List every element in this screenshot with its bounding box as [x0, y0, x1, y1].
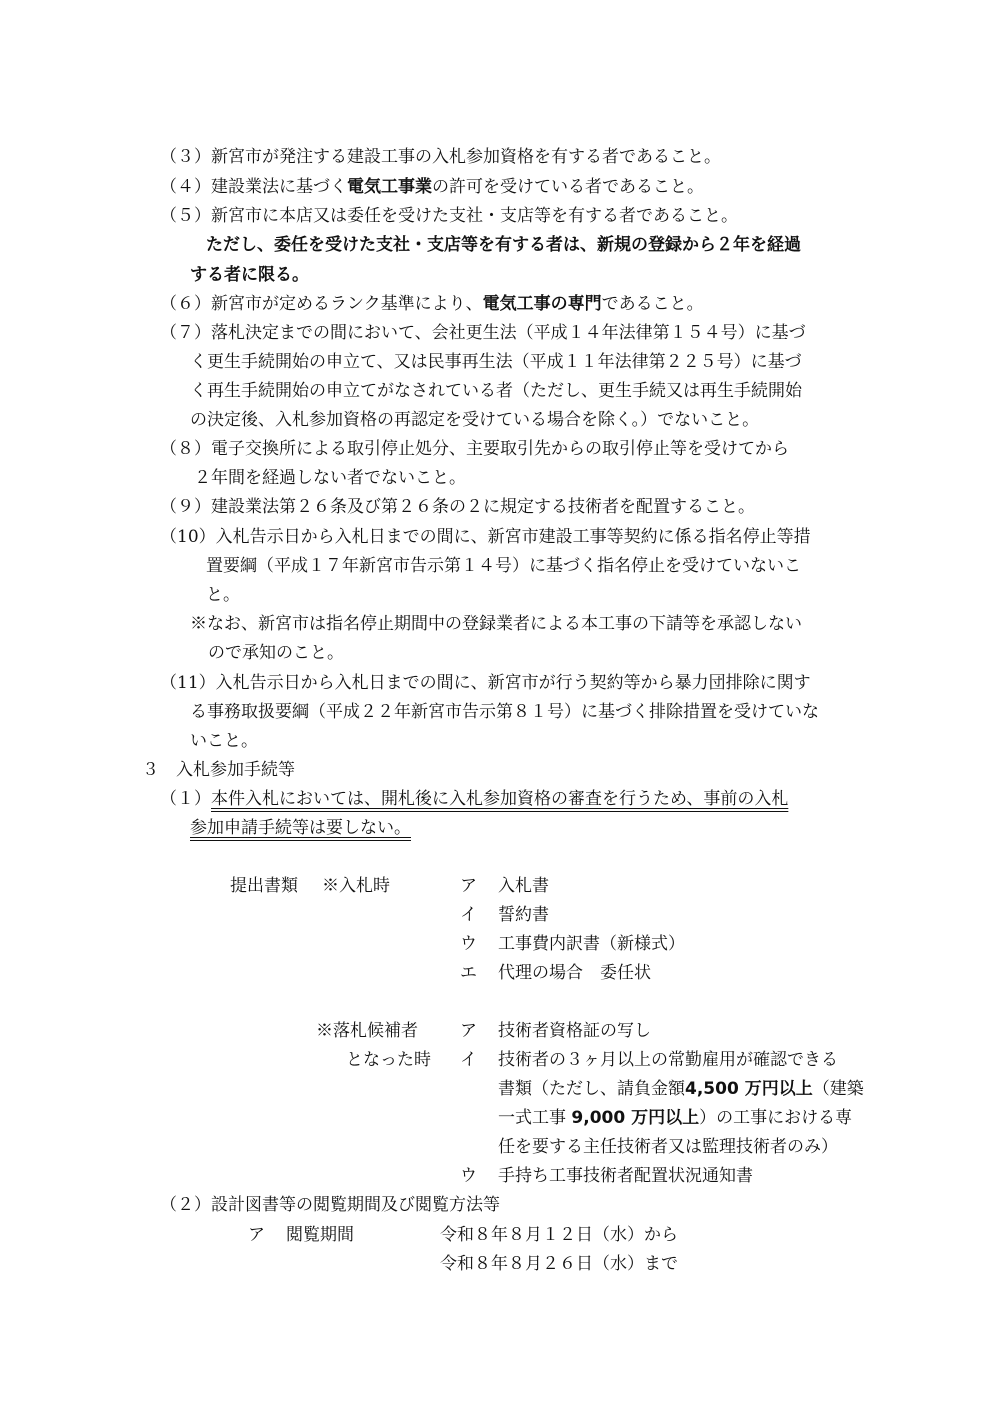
note-line-2: ので承知のこと。 [208, 643, 344, 663]
candidate-doc-text: 任を要する主任技術者又は監理技術者のみ） [498, 1137, 838, 1157]
bid-doc-text: 入札書 [498, 876, 549, 896]
candidate-doc-text: 技術者の３ヶ月以上の常勤雇用が確認できる [498, 1050, 838, 1070]
item-8-line-1: （８）電子交換所による取引停止処分、主要取引先からの取引停止等を受けてから [160, 439, 789, 459]
item-11-line-3: いこと。 [190, 731, 258, 751]
item-6: （６）新宮市が定めるランク基準により、電気工事の専門であること。 [160, 294, 704, 314]
bid-doc-mark: ウ [460, 934, 477, 954]
item-11-line-2: る事務取扱要綱（平成２２年新宮市告示第８１号）に基づく排除措置を受けていな [190, 702, 819, 722]
docs-label: 提出書類 [230, 876, 298, 896]
item-3: （３）新宮市が発注する建設工事の入札参加資格を有する者であること。 [160, 147, 721, 167]
candidate-doc-text: 手持ち工事技術者配置状況通知書 [498, 1166, 753, 1186]
bid-time-label: ※入札時 [322, 876, 390, 896]
candidate-doc-text: 一式工事 9,000 万円以上）の工事における専 [498, 1108, 853, 1128]
viewing-period-from: 令和８年８月１２日（水）から [440, 1225, 678, 1245]
viewing-period-to: 令和８年８月２６日（水）まで [440, 1254, 678, 1274]
item-4: （４）建設業法に基づく電気工事業の許可を受けている者であること。 [160, 177, 704, 197]
item-9: （９）建設業法第２６条及び第２６条の２に規定する技術者を配置すること。 [160, 497, 755, 517]
item-7-line-2: く更生手続開始の申立て、又は民事再生法（平成１１年法律第２２５号）に基づ [190, 352, 802, 372]
candidate-doc-text: 書類（ただし、請負金額4,500 万円以上（建築 [498, 1079, 864, 1099]
bold-amount: 9,000 万円以上 [571, 1108, 700, 1128]
bold-license-type: 電気工事業 [347, 177, 432, 197]
item-10-line-1: （10）入札告示日から入札日までの間に、新宮市建設工事等契約に係る指名停止等措 [160, 527, 811, 547]
note-line-1: ※なお、新宮市は指名停止期間中の登録業者による本工事の下請等を承認しない [190, 614, 802, 634]
bid-doc-text: 代理の場合 委任状 [498, 963, 651, 983]
item-5: （５）新宮市に本店又は委任を受けた支社・支店等を有する者であること。 [160, 206, 738, 226]
candidate-doc-mark: ウ [460, 1166, 477, 1186]
item-5-bold-condition-1: ただし、委任を受けた支社・支店等を有する者は、新規の登録から２年を経過 [206, 235, 801, 255]
bid-doc-mark: エ [460, 963, 477, 983]
section-3-1-line-2: 参加申請手続等は要しない。 [190, 818, 411, 838]
candidate-label-2: となった時 [346, 1050, 431, 1070]
bold-amount: 4,500 万円以上 [685, 1079, 813, 1099]
candidate-doc-text: 技術者資格証の写し [498, 1021, 651, 1041]
bold-rank: 電気工事の専門 [482, 294, 602, 314]
item-10-line-3: と。 [206, 585, 240, 605]
viewing-period-mark: ア [248, 1225, 265, 1245]
item-7-line-1: （７）落札決定までの間において、会社更生法（平成１４年法律第１５４号）に基づ [160, 323, 806, 343]
bid-doc-mark: イ [460, 905, 477, 925]
item-10-line-2: 置要綱（平成１７年新宮市告示第１４号）に基づく指名停止を受けていないこ [206, 556, 801, 576]
viewing-period-label: 閲覧期間 [286, 1225, 354, 1245]
candidate-doc-mark: ア [460, 1021, 477, 1041]
candidate-label-1: ※落札候補者 [316, 1021, 418, 1041]
item-7-line-4: の決定後、入札参加資格の再認定を受けている場合を除く。）でないこと。 [190, 410, 760, 430]
underlined-notice: 本件入札においては、開札後に入札参加資格の審査を行うため、事前の入札 [211, 789, 789, 809]
bid-doc-text: 誓約書 [498, 905, 549, 925]
section-3-2: （２）設計図書等の閲覧期間及び閲覧方法等 [160, 1195, 500, 1215]
item-5-bold-condition-2: する者に限る。 [190, 265, 309, 285]
section-3-1-line-1: （１）本件入札においては、開札後に入札参加資格の審査を行うため、事前の入札 [160, 789, 789, 809]
item-7-line-3: く再生手続開始の申立てがなされている者（ただし、更生手続又は再生手続開始 [190, 381, 802, 401]
item-11-line-1: （11）入札告示日から入札日までの間に、新宮市が行う契約等から暴力団排除に関す [160, 673, 811, 693]
candidate-doc-mark: イ [460, 1050, 477, 1070]
section-3-heading: ３ 入札参加手続等 [142, 760, 295, 780]
item-8-line-2: ２年間を経過しない者でないこと。 [194, 468, 466, 488]
bid-doc-text: 工事費内訳書（新様式） [498, 934, 685, 954]
bid-doc-mark: ア [460, 876, 477, 896]
